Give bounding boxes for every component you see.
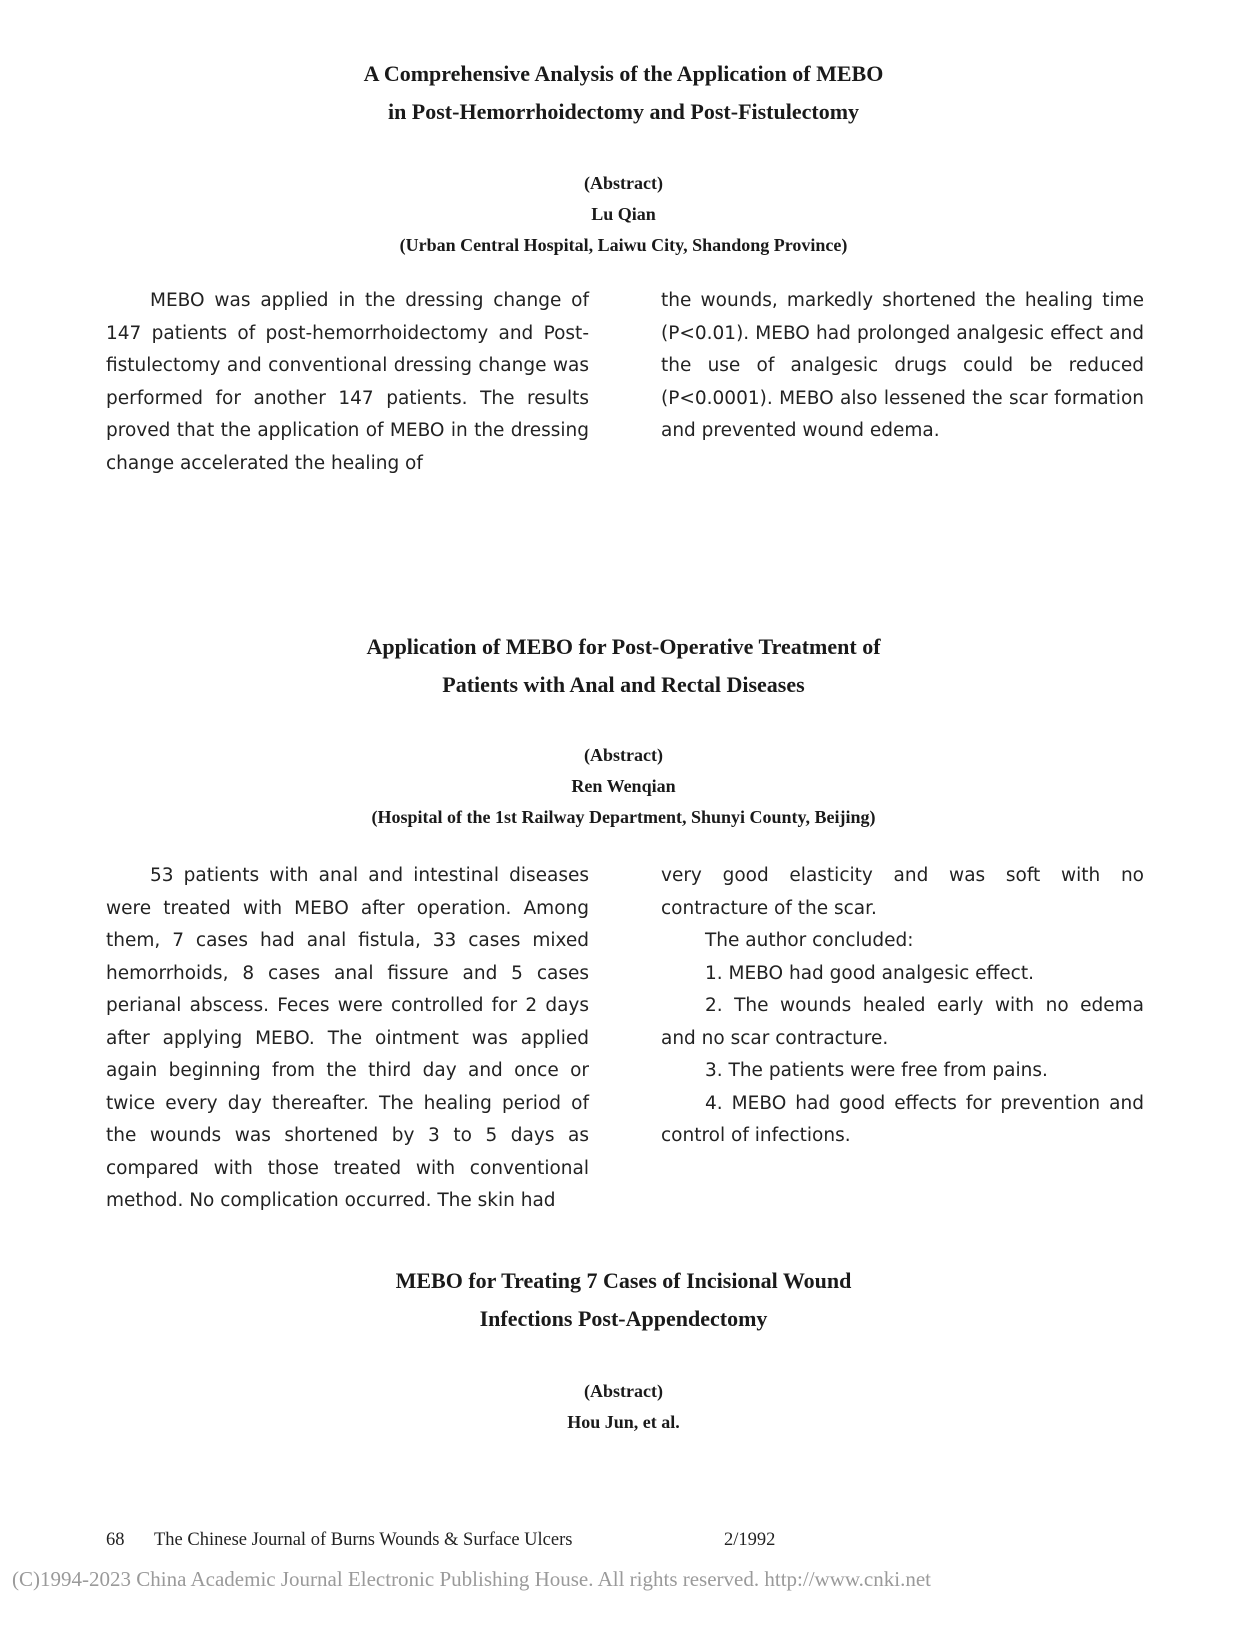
abstract-label: (Abstract) xyxy=(584,173,663,193)
article-2 xyxy=(0,628,1247,704)
title-line: Infections Post-Appendectomy xyxy=(479,1306,768,1331)
article-3 xyxy=(0,1262,1247,1338)
copyright-notice: (C)1994-2023 China Academic Journal Electronic Publishing House. All rights reserved. http://www.cnki.net xyxy=(12,1567,931,1591)
title-line: MEBO for Treating 7 Cases of Incisional Wound xyxy=(395,1268,852,1293)
paragraph: the wounds, markedly shortened the healing time (P<0.01). MEBO had prolonged analgesic effect and the use of analgesic drugs could be reduced (P<0.0001). MEBO also lessened the scar formation and prevented wound edema. xyxy=(661,290,1144,441)
right-column xyxy=(661,860,1144,1218)
article-1-meta xyxy=(0,168,1247,261)
affiliation: (Urban Central Hospital, Laiwu City, Shandong Province) xyxy=(399,235,848,255)
article-title xyxy=(0,55,1247,131)
paragraph: 4. MEBO had good effects for prevention and control of infections. xyxy=(661,1092,1144,1146)
paragraph: 3. The patients were free from pains. xyxy=(705,1060,1048,1081)
author: Lu Qian xyxy=(591,204,656,224)
author: Hou Jun, et al. xyxy=(567,1412,680,1432)
affiliation: (Hospital of the 1st Railway Department, Shunyi County, Beijing) xyxy=(371,807,876,827)
article-2-body xyxy=(106,860,1144,1218)
article-3-meta xyxy=(0,1376,1247,1438)
abstract-label: (Abstract) xyxy=(584,745,663,765)
left-column xyxy=(106,285,589,480)
right-column xyxy=(661,285,1144,480)
issue-number: 2/1992 xyxy=(724,1530,776,1550)
paragraph: 2. The wounds healed early with no edema and no scar contracture. xyxy=(661,995,1144,1049)
paragraph: MEBO was applied in the dressing change of 147 patients of post-hemorrhoidectomy and Post-fistulectomy and conventional dressing change was performed for another 147 patients. The results proved that the application of MEBO in the dressing change accelerated the healing of xyxy=(106,290,589,474)
title-line: in Post-Hemorrhoidectomy and Post-Fistulectomy xyxy=(387,99,860,124)
article-1 xyxy=(0,55,1247,131)
article-title xyxy=(0,628,1247,704)
paragraph: very good elasticity and was soft with no contracture of the scar. xyxy=(661,865,1144,919)
article-title xyxy=(0,1262,1247,1338)
left-column xyxy=(106,860,589,1218)
article-2-meta xyxy=(0,740,1247,833)
article-1-body xyxy=(106,285,1144,480)
title-line: A Comprehensive Analysis of the Application of MEBO xyxy=(363,61,884,86)
abstract-label: (Abstract) xyxy=(584,1381,663,1401)
page-number: 68 xyxy=(106,1530,125,1550)
author: Ren Wenqian xyxy=(571,776,676,796)
paragraph: 53 patients with anal and intestinal diseases were treated with MEBO after operation. Among them, 7 cases had anal fistula, 33 cases mixed hemorrhoids, 8 cases anal fissure and 5 cases perianal abscess. Feces were controlled for 2 days after applying MEBO. The ointment was applied again beginning from the third day and once or twice every day thereafter. The healing period of the wounds was shortened by 3 to 5 days as compared with those treated with conventional method. No complication occurred. The skin had xyxy=(106,865,589,1211)
journal-name: The Chinese Journal of Burns Wounds & Surface Ulcers xyxy=(154,1530,573,1550)
paragraph: 1. MEBO had good analgesic effect. xyxy=(705,962,1034,984)
title-line: Patients with Anal and Rectal Diseases xyxy=(442,672,805,697)
paragraph: The author concluded: xyxy=(705,930,914,951)
title-line: Application of MEBO for Post-Operative Treatment of xyxy=(366,634,881,659)
page-footer xyxy=(106,1530,775,1551)
